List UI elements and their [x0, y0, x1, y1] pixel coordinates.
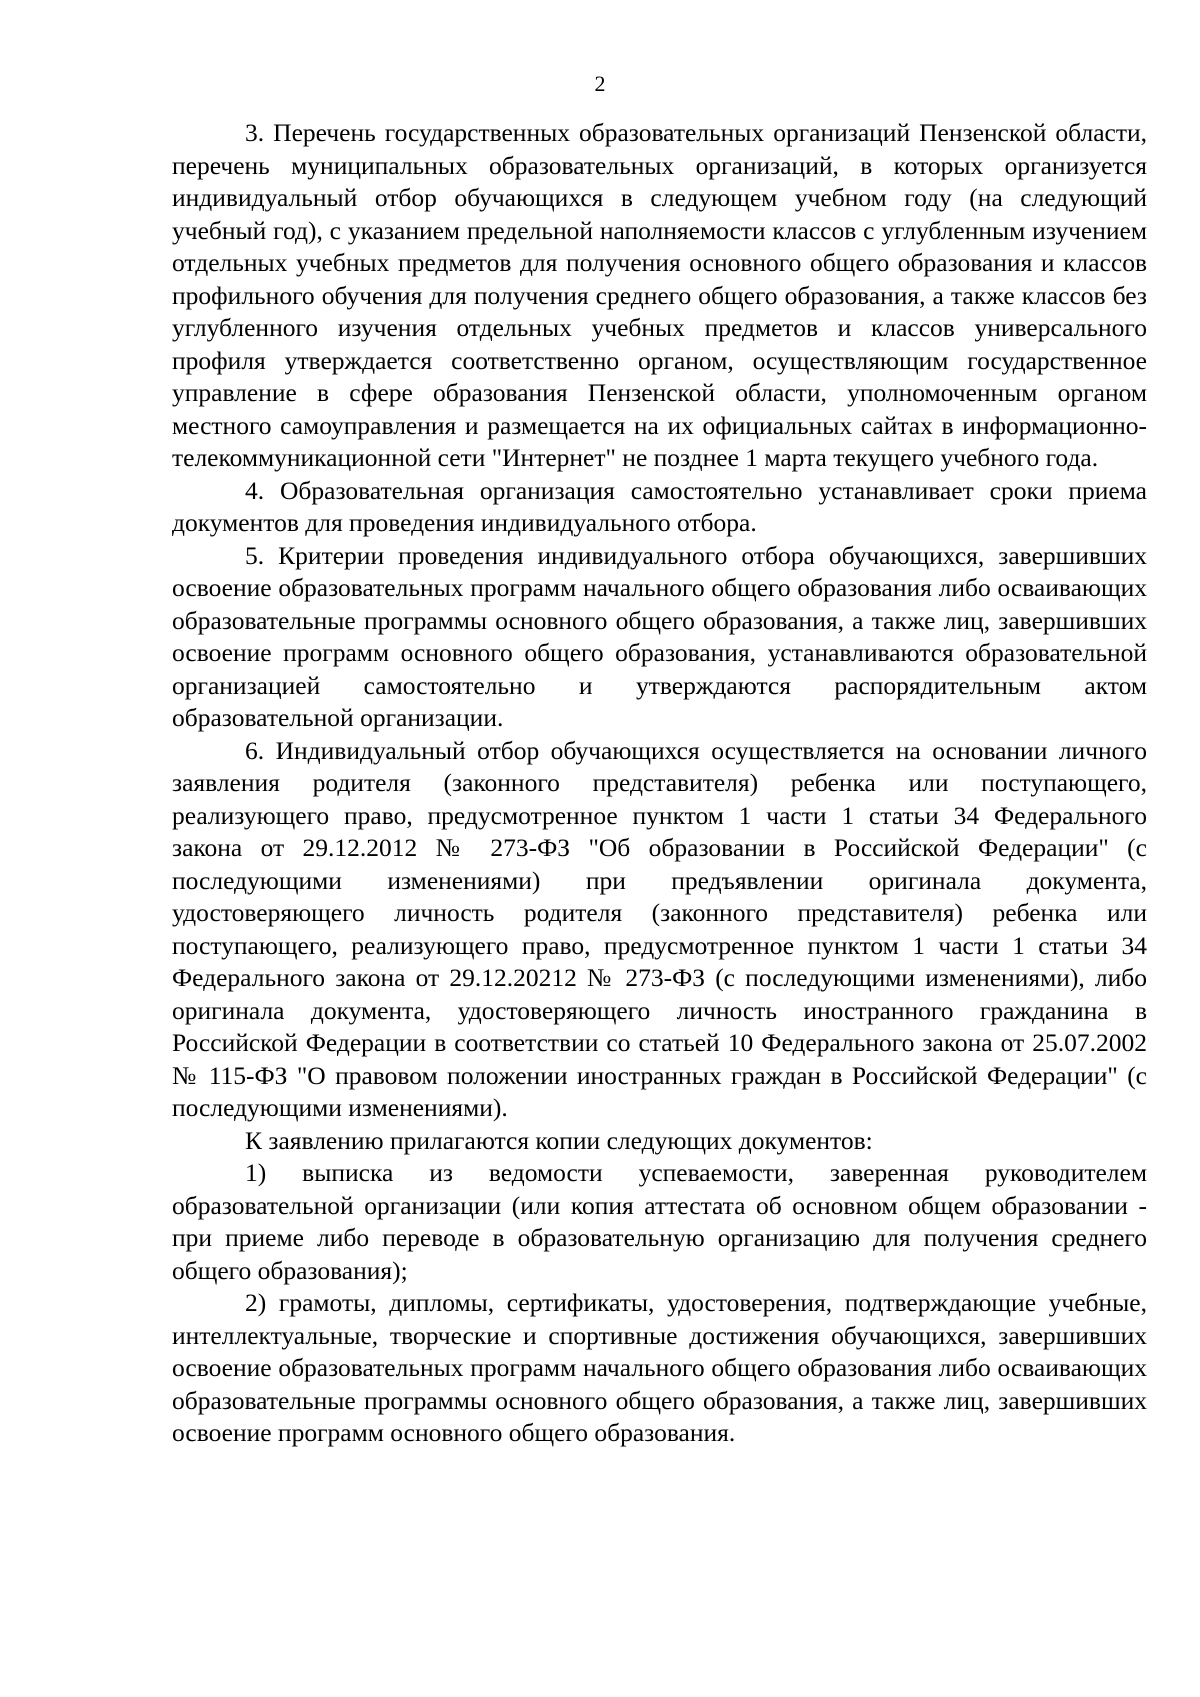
document-body [172, 117, 1147, 1450]
paragraph-attachments-intro: К заявлению прилагаются копии следующих документов: [245, 1125, 873, 1155]
paragraph-item-5: 5. Критерии проведения индивидуального отбора обучающихся, завершивших освоение образовательных программ начального общего образования либо осваивающих образовательные программы основного общего образования, а также лиц, завершивших освоение программ основного общего образования, устанавливаются образовательной организацией самостоятельно и утверждаются распорядительным актом образовательной организации. [172, 540, 1147, 732]
page-number: 2 [594, 71, 606, 96]
paragraph-attachment-2: 2) грамоты, дипломы, сертификаты, удостоверения, подтверждающие учебные, интеллектуальные, творческие и спортивные достижения обучающихся, завершивших освоение образовательных программ начального общего образования либо осваивающих образовательные программы основного общего образования, а также лиц, завершивших освоение программ основного общего образования. [172, 1288, 1147, 1447]
paragraph-attachment-1: 1) выписка из ведомости успеваемости, заверенная руководителем образовательной организации (или копия аттестата об основном общем образовании - при приеме либо переводе в образовательную организацию для получения среднего общего образования); [172, 1158, 1147, 1285]
paragraph-item-6: 6. Индивидуальный отбор обучающихся осуществляется на основании личного заявления родителя (законного представителя) ребенка или поступающего, реализующего право, предусмотренное пунктом 1 части 1 статьи 34 Федерального закона от 29.12.2012 № 273-ФЗ "Об образовании в Российской Федерации" (с последующими изменениями) при предъявлении оригинала документа, удостоверяющего личность родителя (законного представителя) ребенка или поступающего, реализующего право, предусмотренное пунктом 1 части 1 статьи 34 Федерального закона от 29.12.20212 № 273-ФЗ (с последующими изменениями), либо оригинала документа, удостоверяющего личность иностранного гражданина в Российской Федерации в соответствии со статьей 10 Федерального закона от 25.07.2002 № 115-ФЗ "О правовом положении иностранных граждан в Российской Федерации" (с последующими изменениями). [172, 735, 1147, 1122]
paragraph-item-3: 3. Перечень государственных образовательных организаций Пензенской области, перечень муниципальных образовательных организаций, в которых организуется индивидуальный отбор обучающихся в следующем учебном году (на следующий учебный год), с указанием предельной наполняемости классов с углубленным изучением отдельных учебных предметов для получения основного общего образования и классов профильного обучения для получения среднего общего образования, а также классов без углубленного изучения отдельных учебных предметов и классов универсального профиля утверждается соответственно органом, осуществляющим государственное управление в сфере образования Пензенской области, уполномоченным органом местного самоуправления и размещается на их официальных сайтах в информационно-телекоммуникационной сети "Интернет" не позднее 1 марта текущего учебного года. [172, 118, 1147, 472]
paragraph-item-4: 4. Образовательная организация самостоятельно устанавливает сроки приема документов для проведения индивидуального отбора. [172, 475, 1147, 537]
